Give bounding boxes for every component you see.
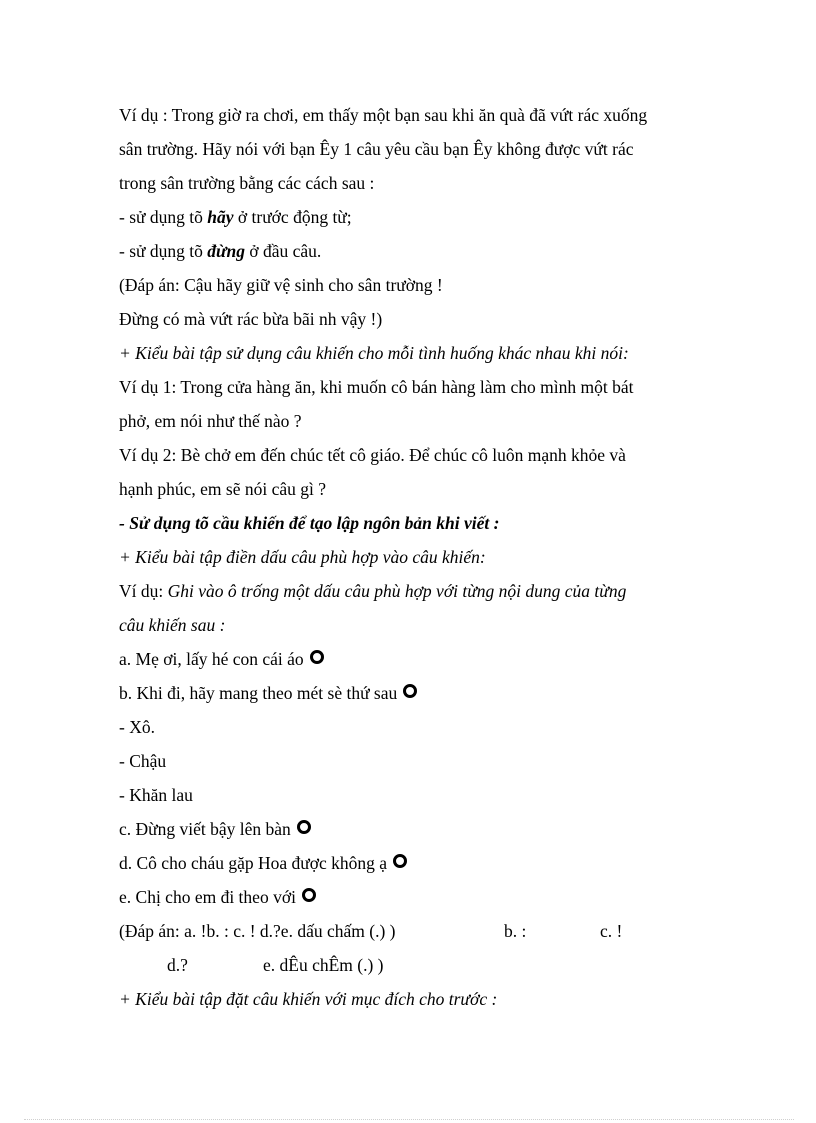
text-span: b. Khi đi, hãy mang theo mét sè thứ sau (119, 683, 398, 703)
text-line (119, 200, 719, 234)
exercise-type-heading: + Kiểu bài tập sử dụng câu khiến cho mỗi tình huống khác nhau khi nói: (119, 343, 629, 363)
emphasis-word: đừng (207, 241, 245, 261)
text-line: trong sân trường bằng các cách sau : (119, 173, 375, 193)
blank-circle-icon (310, 650, 324, 664)
text-span: d. Cô cho cháu gặp Hoa được không ạ (119, 853, 388, 873)
document-page (119, 98, 719, 1016)
text-span: - sử dụng tõ (119, 241, 208, 261)
text-line (119, 234, 719, 268)
text-line: Ví dụ 1: Trong cửa hàng ăn, khi muốn cô bán hàng làm cho mình một bát (119, 377, 634, 397)
page-footer-rule (24, 1119, 794, 1120)
text-line: Đừng có mà vứt rác bừa bãi nh vậy !) (119, 309, 383, 329)
text-line (119, 812, 719, 846)
exercise-type-heading: + Kiểu bài tập điền dấu câu phù hợp vào câu khiến: (119, 547, 486, 567)
text-line: Ví dụ 2: Bè chở em đến chúc tết cô giáo. Để chúc cô luôn mạnh khỏe và (119, 445, 626, 465)
blank-circle-icon (302, 888, 316, 902)
text-span: c. ! (600, 921, 623, 941)
blank-circle-icon (403, 684, 417, 698)
blank-circle-icon (393, 854, 407, 868)
text-line (119, 846, 719, 880)
exercise-type-heading: + Kiểu bài tập đặt câu khiến với mục đích cho trước : (119, 989, 498, 1009)
text-span: - sử dụng tõ (119, 207, 208, 227)
text-line (119, 880, 719, 914)
text-line: (Đáp án: Cậu hãy giữ vệ sinh cho sân trường ! (119, 275, 443, 295)
text-span: (Đáp án: a. !b. : c. ! d.?e. dấu chấm (.) ) (119, 921, 396, 941)
text-span: Ví dụ: (119, 581, 168, 601)
blank-circle-icon (297, 820, 311, 834)
text-span: d.? (167, 955, 188, 975)
emphasis-word: hãy (207, 207, 234, 227)
text-line: - Xô. (119, 717, 155, 737)
answer-line (119, 914, 719, 948)
instruction-text: câu khiến sau : (119, 615, 226, 635)
text-line: sân trường. Hãy nói với bạn Êy 1 câu yêu cầu bạn Êy không được vứt rác (119, 139, 634, 159)
text-span: b. : (504, 921, 527, 941)
text-line: hạnh phúc, em sẽ nói câu gì ? (119, 479, 327, 499)
text-span: ở trước động từ; (233, 207, 352, 227)
text-line (119, 642, 719, 676)
text-line (119, 676, 719, 710)
text-span: e. dÊu chÊm (.) ) (263, 955, 384, 975)
instruction-text: Ghi vào ô trống một dấu câu phù hợp với từng nội dung của từng (167, 581, 627, 601)
text-span: a. Mẹ ơi, lấy hé con cái áo (119, 649, 304, 669)
text-span: e. Chị cho em đi theo với (119, 887, 296, 907)
text-line: - Khăn lau (119, 785, 193, 805)
answer-line (119, 948, 719, 982)
text-line: - Chậu (119, 751, 167, 771)
section-heading: - Sử dụng tõ cầu khiến để tạo lập ngôn bản khi viết : (119, 513, 500, 533)
text-line: Ví dụ : Trong giờ ra chơi, em thấy một bạn sau khi ăn quà đã vứt rác xuống (119, 105, 648, 125)
text-span: c. Đừng viết bậy lên bàn (119, 819, 291, 839)
text-span: ở đầu câu. (244, 241, 322, 261)
text-line (119, 574, 719, 608)
text-line: phở, em nói như thế nào ? (119, 411, 302, 431)
